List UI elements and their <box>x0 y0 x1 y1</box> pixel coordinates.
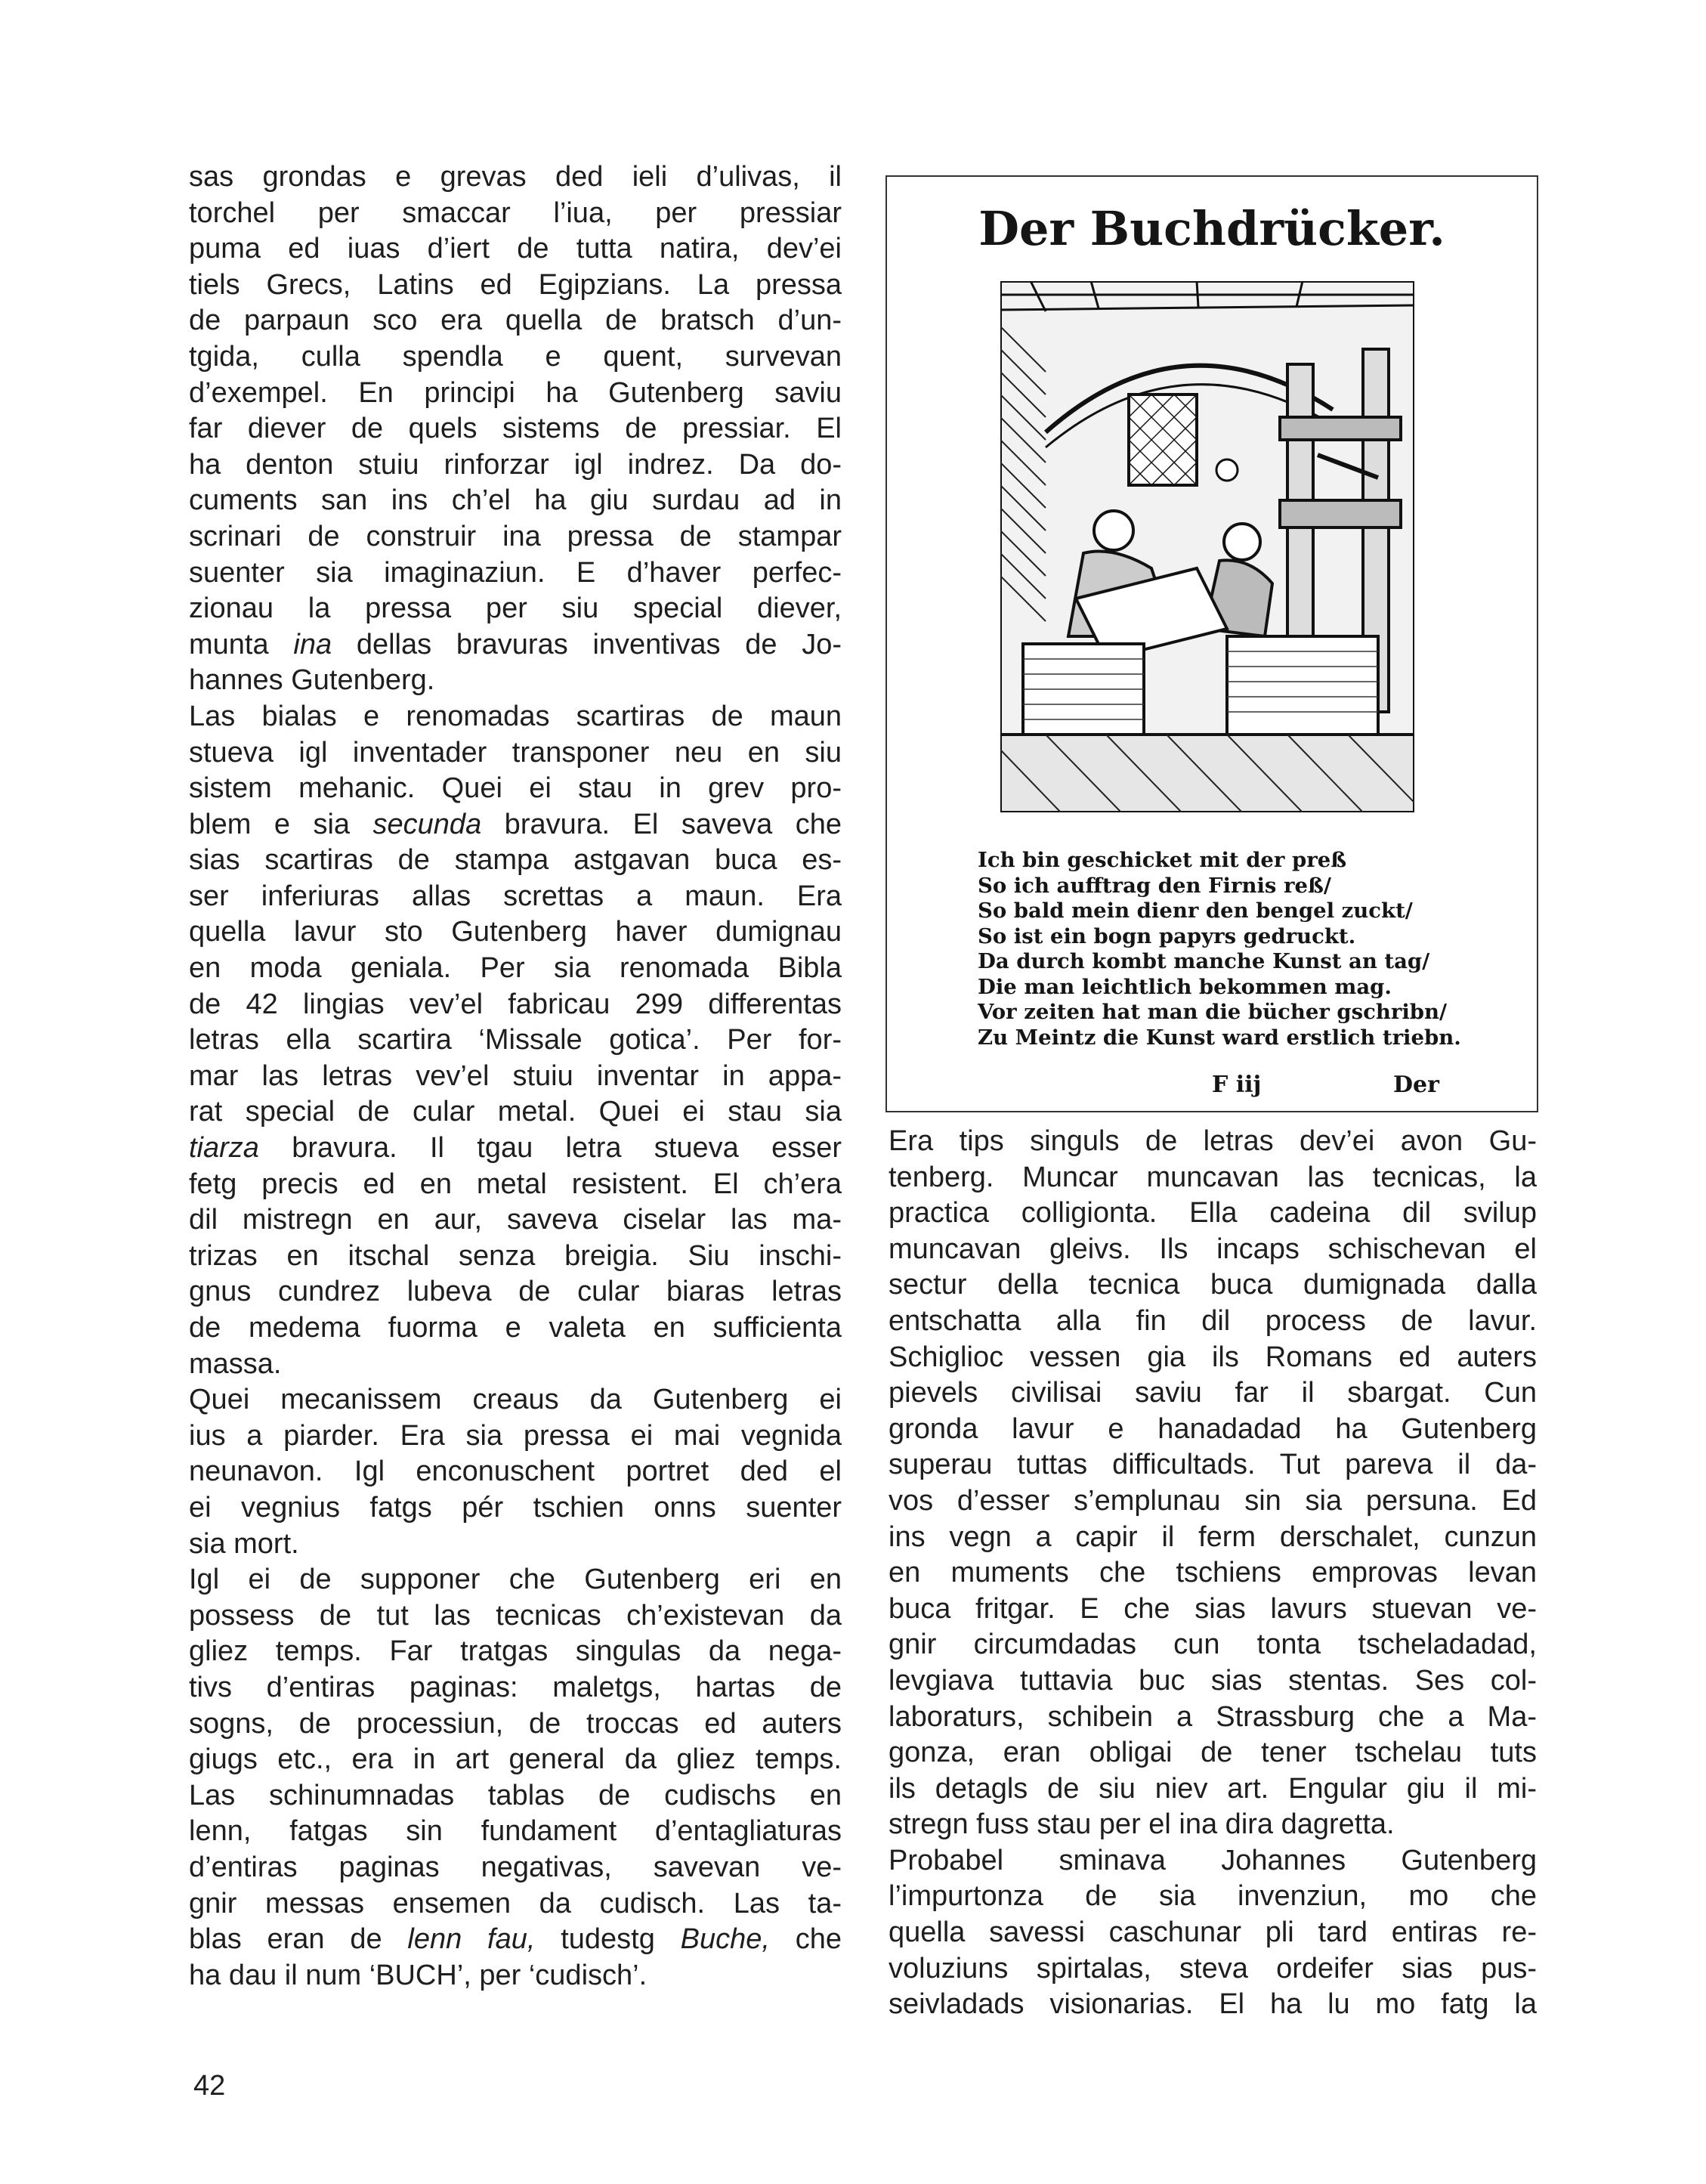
text-line: ils detagls de siu niev art. Engular giu il mi- <box>889 1772 1537 1805</box>
text-line: gronda lavur e hanadadad ha Gutenberg <box>889 1412 1537 1445</box>
signature-mark: F iij <box>1212 1072 1262 1098</box>
verse-line: Vor zeiten hat man die bücher gschribn/ <box>978 1000 1448 1024</box>
text-line: giugs etc., era in art general da gliez temps. <box>189 1743 842 1776</box>
text-line: sias scartiras de stampa astgavan buca es- <box>189 844 842 877</box>
text-line: Quei mecanissem creaus da Gutenberg ei <box>189 1384 842 1416</box>
text-line: tiarza bravura. Il tgau letra stueva esser <box>189 1132 842 1165</box>
text-line: ius a piarder. Era sia pressa ei mai vegnida <box>189 1419 842 1452</box>
text-line: blem e sia secunda bravura. El saveva che <box>189 808 842 840</box>
verse-line: Da durch kombt manche Kunst an tag/ <box>978 949 1430 973</box>
text-line: quella savessi caschunar pli tard entiras re- <box>889 1916 1537 1949</box>
text-line: Era tips singuls de letras dev’ei avon Gu- <box>889 1125 1537 1157</box>
text-line: ha dau il num ‘BUCH’, per ‘cudisch’. <box>189 1959 647 1991</box>
woodcut-verse <box>978 848 1461 1050</box>
text-line: ha denton stuiu rinforzar igl indrez. Da do- <box>189 448 842 481</box>
text-line: ins vegn a capir il ferm derschalet, cunzun <box>889 1520 1537 1553</box>
text-line: ei vegnius fatgs pér tschien onns suenter <box>189 1491 842 1524</box>
text-line: sectur della tecnica buca dumignada dalla <box>889 1269 1537 1301</box>
text-line: Igl ei de supponer che Gutenberg eri en <box>189 1564 842 1596</box>
text-line: Las bialas e renomadas scartiras de maun <box>189 700 842 732</box>
text-line: suenter sia imaginaziun. E d’haver perfec- <box>189 556 842 589</box>
page-number: 42 <box>193 2070 226 2102</box>
text-line: rat special de cular metal. Quei ei stau sia <box>189 1096 842 1128</box>
verse-line: Zu Meintz die Kunst ward erstlich triebn. <box>978 1025 1461 1050</box>
text-line: laboraturs, schibein a Strassburg che a Ma- <box>889 1700 1537 1733</box>
text-line: de medema fuorma e valeta en sufficienta <box>189 1312 842 1344</box>
text-line: Las schinumnadas tablas de cudischs en <box>189 1779 842 1811</box>
text-line: gonza, eran obligai de tener tschelau tuts <box>889 1737 1537 1769</box>
text-line: levgiava tuttavia buc sias stentas. Ses col- <box>889 1664 1537 1697</box>
woodcut-title: Der Buchdrücker. <box>978 201 1445 256</box>
text-line: tgida, culla spendla e quent, survevan <box>189 340 842 373</box>
catchword: Der <box>1393 1072 1439 1098</box>
text-line: neunavon. Igl enconuschent portret ded el <box>189 1455 842 1488</box>
text-line: gnus cundrez lubeva de cular biaras letras <box>189 1276 842 1308</box>
text-line: de parpaun sco era quella de bratsch d’un- <box>189 305 842 337</box>
text-line: letras ella scartira ‘Missale gotica’. Per for- <box>189 1024 842 1056</box>
text-line: trizas en itschal senza breigia. Siu inschi- <box>189 1239 842 1272</box>
text-line: stueva igl inventader transponer neu en siu <box>189 736 842 769</box>
text-line: far diever de quels sistems de pressiar. El <box>189 413 842 445</box>
text-line: pievels civilisai saviu far il sbargat. Cun <box>889 1377 1537 1409</box>
text-line: scrinari de construir ina pressa de stampar <box>189 520 842 552</box>
text-line: dil mistregn en aur, saveva ciselar las ma- <box>189 1204 842 1236</box>
text-line: voluziuns spirtalas, steva ordeifer sias pus- <box>889 1952 1537 1984</box>
text-line: gliez temps. Far tratgas singulas da nega- <box>189 1635 842 1668</box>
text-line: d’entiras paginas negativas, savevan ve- <box>189 1851 842 1883</box>
text-line: munta ina dellas bravuras inventivas de Jo- <box>189 628 842 660</box>
woodcut-illustration-box <box>885 175 1538 1112</box>
text-line: sistem mehanic. Quei ei stau in grev pro- <box>189 772 842 805</box>
text-line: sas grondas e grevas ded ieli d’ulivas, il <box>189 161 842 193</box>
text-line: stregn fuss stau per el ina dira dagretta. <box>889 1808 1395 1841</box>
text-line: gnir circumdadas cun tonta tscheladadad, <box>889 1629 1537 1661</box>
text-line: possess de tut las tecnicas ch’existevan da <box>189 1599 842 1632</box>
text-line: l’impurtonza de sia invenziun, mo che <box>889 1880 1537 1913</box>
text-line: de 42 lingias vev’el fabricau 299 differentas <box>189 988 842 1020</box>
text-line: en muments che tschiens emprovas levan <box>889 1557 1537 1589</box>
text-line: zionau la pressa per siu special diever, <box>189 592 842 625</box>
text-line: mar las letras vev’el stuiu inventar in appa- <box>189 1060 842 1092</box>
verse-line: Ich bin geschicket mit der preß <box>978 848 1347 872</box>
text-line: vos d’esser s’emplunau sin sia persuna. Ed <box>889 1484 1537 1517</box>
text-line: tiels Grecs, Latins ed Egipzians. La pressa <box>189 268 842 301</box>
text-line: entschatta alla fin dil process de lavur. <box>889 1304 1537 1337</box>
text-line: fetg precis ed en metal resistent. El ch’era <box>189 1168 842 1200</box>
text-line: quella lavur sto Gutenberg haver dumignau <box>189 916 842 948</box>
text-line: sia mort. <box>189 1527 299 1560</box>
text-line: practica colligionta. Ella cadeina dil svilup <box>889 1197 1537 1230</box>
text-line: seivladads visionarias. El ha lu mo fatg la <box>889 1988 1537 2021</box>
text-line: cuments san ins ch’el ha giu surdau ad in <box>189 484 842 517</box>
left-text-column <box>189 159 842 1994</box>
text-line: puma ed iuas d’iert de tutta natira, dev’ei <box>189 233 842 265</box>
text-line: torchel per smaccar l’iua, per pressiar <box>189 196 842 229</box>
text-line: gnir messas ensemen da cudisch. Las ta- <box>189 1887 842 1920</box>
printer-woodcut-image <box>1000 281 1414 812</box>
text-line: hannes Gutenberg. <box>189 664 435 697</box>
text-line: sogns, de processiun, de troccas ed auters <box>189 1707 842 1740</box>
verse-line: So ich aufftrag den Firnis reß/ <box>978 873 1331 898</box>
verse-line: Die man leichtlich bekommen mag. <box>978 974 1392 999</box>
text-line: en moda geniala. Per sia renomada Bibla <box>189 952 842 985</box>
text-line: tenberg. Muncar muncavan las tecnicas, la <box>889 1161 1537 1193</box>
verse-line: So ist ein bogn papyrs gedruckt. <box>978 923 1356 948</box>
verse-line: So bald mein dienr den bengel zuckt/ <box>978 899 1413 923</box>
text-line: ser inferiuras allas screttas a maun. Era <box>189 880 842 912</box>
text-line: massa. <box>189 1347 282 1380</box>
text-line: superau tuttas difficultads. Tut pareva il da- <box>889 1449 1537 1481</box>
text-line: blas eran de lenn fau, tudestg Buche, che <box>189 1923 842 1956</box>
text-line: d’exempel. En principi ha Gutenberg saviu <box>189 376 842 409</box>
text-line: buca fritgar. E che sias lavurs stuevan ve- <box>889 1592 1537 1625</box>
right-text-column <box>889 1124 1537 2023</box>
text-line: Schiglioc vessen gia ils Romans ed auters <box>889 1341 1537 1373</box>
text-line: muncavan gleivs. Ils incaps schischevan el <box>889 1233 1537 1265</box>
text-line: Probabel sminava Johannes Gutenberg <box>889 1844 1537 1876</box>
text-line: tivs d’entiras paginas: maletgs, hartas de <box>189 1671 842 1703</box>
text-line: lenn, fatgas sin fundament d’entagliaturas <box>189 1815 842 1848</box>
